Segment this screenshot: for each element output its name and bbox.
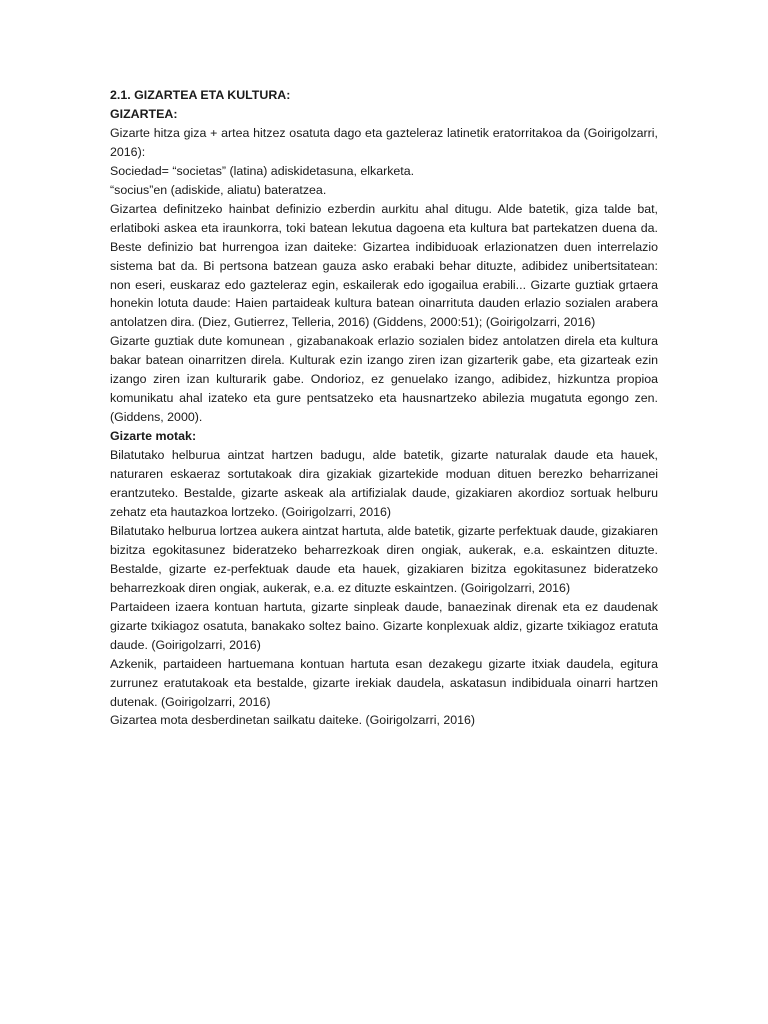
paragraph-final: Gizartea mota desberdinetan sailkatu daiteke. (Goirigolzarri, 2016) (110, 713, 476, 728)
document-body (110, 86, 658, 730)
paragraph-closed: Azkenik, partaideen hartuemana kontuan hartuta esan dezakegu gizarte itxiak daudela, egitura zurrunez eratutakoak eta bestalde, gizarte irekiak daudela, askatasun indibiduala oinarri hartzen dutenak. (Goirigolzarri, 2016) (110, 656, 658, 709)
paragraph-origin: Gizarte hitza giza + artea hitzez osatuta dago eta gazteleraz latinetik eratorritakoa da (Goirigolzarri, 2016): (110, 125, 658, 159)
paragraph-culture: Gizarte guztiak dute komunean , gizabanakoak erlazio sozialen bidez antolatzen direla eta kultura bakar batean oinarritzen direla. Kulturak ezin izango ziren izan gizarterik gabe, eta gizarteak ezin izango ziren izan kulturarik gabe. Ondorioz, ez genuelako izango, adibidez, hizkuntza propioa komunikatu ahal izateko eta gure pentsatzeko eta hausnartzeko abilezia mugatuta egongo zen. (Giddens, 2000). (110, 334, 658, 425)
section-heading: 2.1. GIZARTEA ETA KULTURA: (110, 88, 291, 102)
paragraph-perfect: Bilatutako helburua lortzea aukera aintzat hartuta, alde batetik, gizarte perfektuak daude, gizakiaren bizitza egokitasunez bideratzeko beharrezkoak diren ongiak, aukerak, e.a. eskaintzen dituzte. Bestalde, gizarte ez-perfektuak daude eta hauek, gizakiaren bizitza egokitasunez bideratzeko beharrezkoak diren ongiak, aukerak, e.a. ez dituzte eskaintzen. (Goirigolzarri, 2016) (110, 523, 658, 595)
gizarte-motak-heading: Gizarte motak: (110, 429, 197, 444)
paragraph-socius: “socius”en (adiskide, aliatu) bateratzea. (110, 182, 327, 197)
gizartea-heading: GIZARTEA: (110, 106, 178, 121)
paragraph-definitions: Gizartea definitzeko hainbat definizio ezberdin aurkitu ahal ditugu. Alde batetik, giza talde bat, erlatiboki askea eta iraunkorra, toki batean lekutua dagoena eta kultura bat partekatzen duena da. Beste definizio bat hurrengoa izan daiteke: Gizartea indibiduoak erlazionatzen duen interrelazio sistema bat da. Bi pertsona batzean gauza asko erabaki behar dituzte, adibidez unibertsitatean: non eseri, euskaraz edo gazteleraz egin, eskailerak edo igogailua erabili... Gizarte guztiak grtaera honekin lotuta daude: Haien partaideak kultura batean oinarrituta dauden erlazio sozialen arabera antolatzen dira. (Diez, Gutierrez, Telleria, 2016) (Giddens, 2000:51); (Goirigolzarri, 2016) (110, 201, 658, 330)
paragraph-sociedad: Sociedad= “societas” (latina) adiskidetasuna, elkarketa. (110, 163, 415, 178)
paragraph-natural: Bilatutako helburua aintzat hartzen badugu, alde batetik, gizarte naturalak daude eta hauek, naturaren eskaeraz sortutakoak dira gizakiak gizartekide moduan dituen berezko beharrizanei erantzuteko. Bestalde, gizarte askeak ala artifizialak daude, gizakiaren akordioz sortuak helburu zehatz eta hautazkoa lortzeko. (Goirigolzarri, 2016) (110, 448, 658, 519)
paragraph-simple: Partaideen izaera kontuan hartuta, gizarte sinpleak daude, banaezinak direnak eta ez daudenak gizarte txikiagoz osatuta, banakako soltez baino. Gizarte konplexuak aldiz, gizarte txikiagoz eratuta daude. (Goirigolzarri, 2016) (110, 599, 658, 652)
